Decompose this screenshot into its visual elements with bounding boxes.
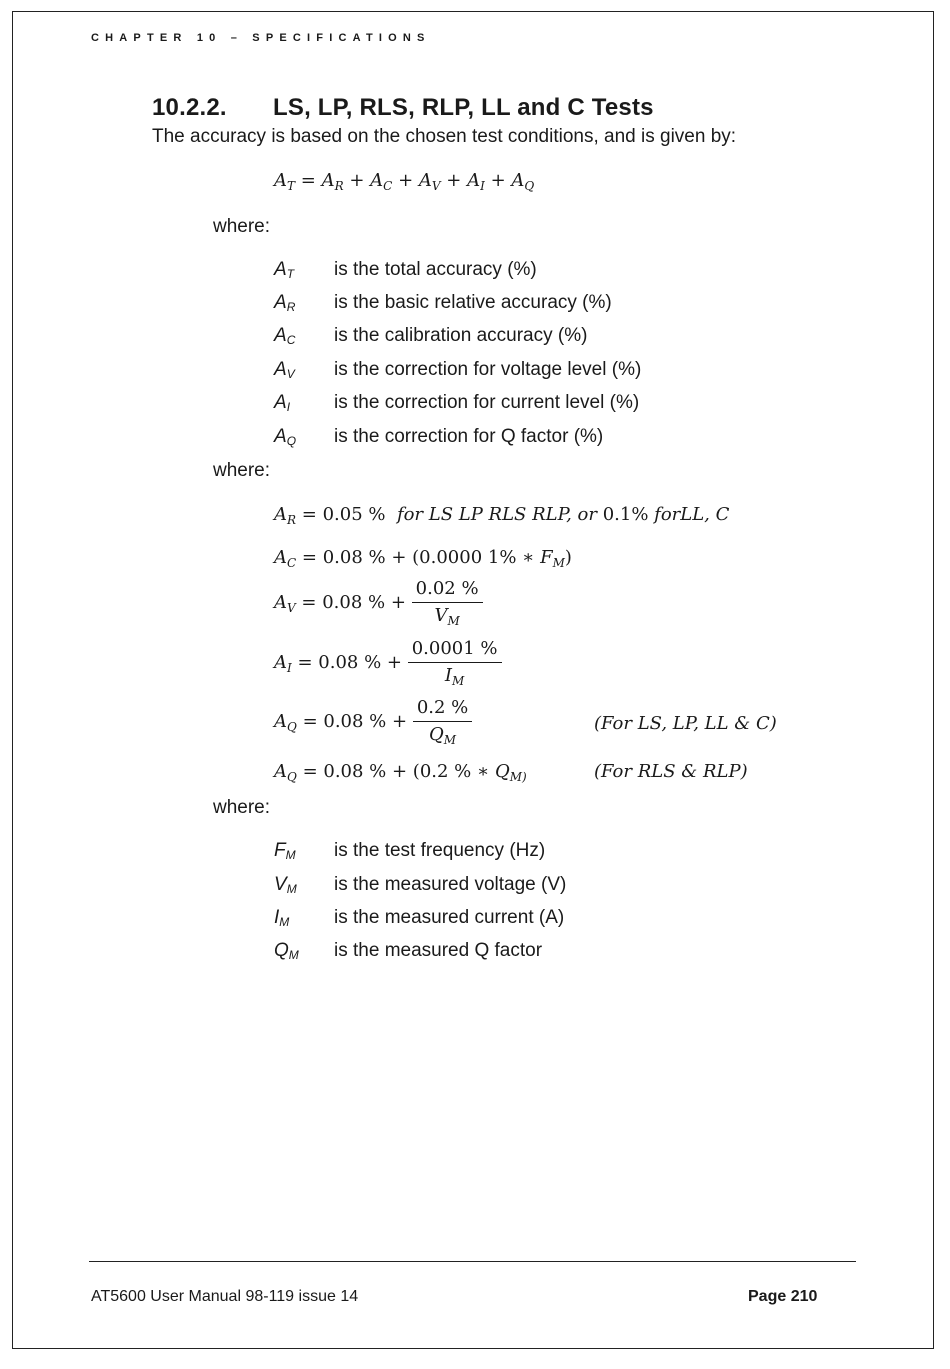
aq-note-2: (For RLS & RLP): [594, 761, 748, 782]
where-label-3: where:: [213, 797, 271, 818]
ar-equation: $A_R = 0.05$ % for LS LP RLS RLP, or 0.1% forLL, C: [274, 504, 730, 527]
footer-divider: [89, 1261, 856, 1262]
intro-text: The accuracy is based on the chosen test conditions, and is given by:: [152, 126, 737, 147]
aq-note-1: (For LS, LP, LL & C): [594, 713, 777, 734]
ai-equation: $A_I = 0.08$ % + $\frac{0.0001 \%}{I_M}$: [274, 638, 502, 688]
where-label-1: where:: [213, 216, 271, 237]
where-label-2: where:: [213, 460, 271, 481]
ac-equation: $A_C = 0.08$ % + (0.0000 1% ∗ $F_M$): [274, 547, 572, 570]
section-title: LS, LP, RLS, RLP, LL and C Tests: [273, 94, 654, 121]
aq-equation-1: $A_Q = 0.08$ % + $\frac{0.2 \%}{Q_M}$: [274, 697, 472, 747]
section-heading: [152, 94, 654, 122]
footer-page-number: Page 210: [748, 1288, 818, 1305]
aq-equation-2: $A_Q = 0.08$ % + (0.2 % ∗ $Q_{M)}$: [274, 761, 527, 784]
av-equation: $A_V = 0.08$ % + $\frac{0.02 \%}{V_M}$: [274, 578, 483, 628]
total-accuracy-equation: $A_T = A_R + A_C + A_V + A_I + A_Q$: [274, 170, 535, 193]
footer-manual-title: AT5600 User Manual 98-119 issue 14: [91, 1288, 359, 1305]
chapter-header: CHAPTER 10 – SPECIFICATIONS: [91, 32, 431, 44]
section-number: 10.2.2.: [152, 94, 227, 121]
